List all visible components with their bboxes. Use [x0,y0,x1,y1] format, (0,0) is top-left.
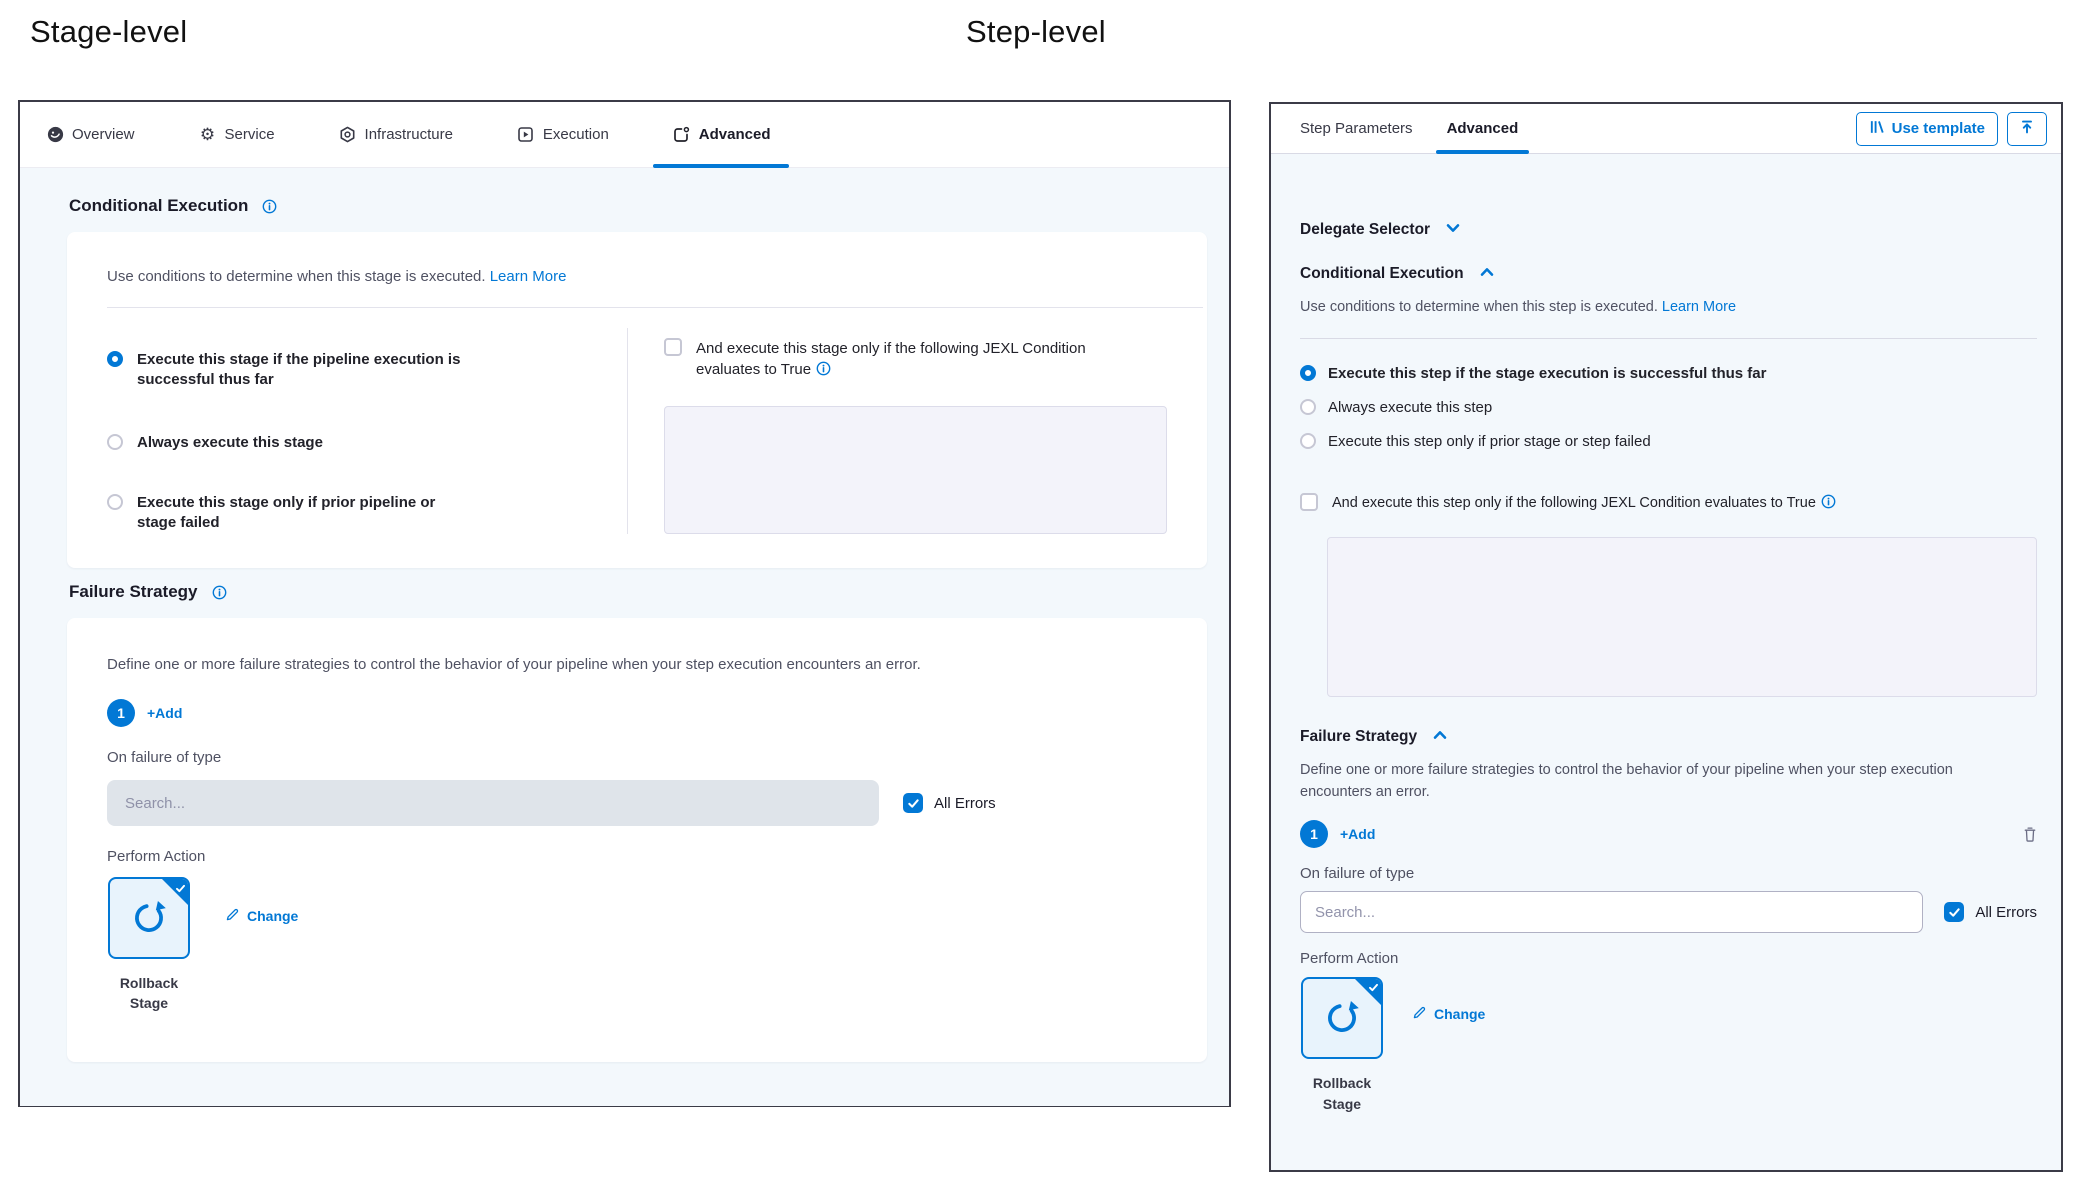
all-errors-checkbox-row[interactable] [903,793,996,813]
learn-more-link[interactable]: Learn More [1661,299,1737,315]
strategy-count-badge[interactable]: 1 [107,699,135,727]
all-errors-label: All Errors [1975,903,2037,921]
jexl-condition-checkbox-row[interactable]: And execute this stage only if the following JEXL Condition evaluates to True [664,338,1179,380]
failure-strategy-section-toggle[interactable]: Failure Strategy [1300,727,2037,747]
apply-template-button[interactable] [2007,112,2047,146]
jexl-condition-input[interactable] [1327,537,2037,697]
chevron-up-icon [1432,727,1448,747]
tab-execution[interactable] [517,102,609,167]
conditional-execution-section-toggle[interactable]: Conditional Execution [1300,264,2037,284]
tab-overview[interactable] [46,102,135,167]
change-action-button[interactable]: Change [1412,1005,1485,1023]
checkbox-unchecked-icon [1300,493,1318,511]
info-icon[interactable] [262,199,277,214]
infrastructure-icon [339,126,357,144]
tab-service[interactable] [199,102,275,167]
conditional-execution-card [67,232,1207,568]
pencil-icon [225,907,240,925]
delegate-selector-section-toggle[interactable]: Delegate Selector [1300,154,2037,240]
conditional-execution-description: Use conditions to determine when this step is executed. Learn More [1300,299,1737,315]
conditional-execution-description: Use conditions to determine when this stage is executed. Learn More [107,268,567,285]
pencil-icon [1412,1005,1427,1023]
tab-advanced-label: Advanced [698,126,771,143]
radio-execute-if-successful[interactable]: Execute this step if the stage execution is successful thus far [1300,364,2037,384]
stage-advanced-content [20,168,1229,1106]
radio-execute-if-failed[interactable]: Execute this step only if prior stage or step failed [1300,432,2037,452]
add-strategy-button[interactable]: +Add [1340,826,1376,843]
checkbox-checked-icon [903,793,923,813]
failure-strategy-title: Failure Strategy [69,582,198,601]
add-strategy-button[interactable]: +Add [147,705,183,721]
all-errors-checkbox-row[interactable] [1944,902,2037,922]
tab-service-label: Service [224,126,275,143]
perform-action-label: Perform Action [107,848,206,865]
radio-unselected-icon [107,494,123,510]
info-icon[interactable] [1821,494,1836,509]
failure-strategy-description: Define one or more failure strategies to control the behavior of your pipeline when your step execution encounters an error. [107,656,921,673]
on-failure-of-type-label: On failure of type [107,749,222,766]
step-advanced-content [1271,154,2061,1170]
radio-execute-if-failed[interactable]: Execute this stage only if prior pipeline or stage failed [107,493,597,534]
upload-arrow-icon [2019,119,2035,139]
tab-step-parameters[interactable]: Step Parameters [1300,120,1413,137]
change-action-button[interactable]: Change [225,907,298,925]
template-library-icon [1869,119,1885,139]
execution-condition-options [67,314,627,534]
info-icon[interactable] [212,585,227,600]
failure-strategy-heading [69,582,1205,602]
stage-level-title: Stage-level [30,14,188,49]
tab-overview-label: Overview [72,126,135,143]
overview-icon [46,126,64,144]
jexl-condition-checkbox-row[interactable]: And execute this step only if the following JEXL Condition evaluates to True [1300,493,2037,513]
use-template-button[interactable]: Use template [1856,112,1998,146]
checkbox-unchecked-icon [664,338,682,356]
radio-always-execute[interactable]: Always execute this stage [107,433,597,453]
rollback-stage-action-card[interactable] [1301,977,1383,1059]
delete-strategy-icon[interactable] [2023,827,2037,842]
step-panel [1269,102,2063,1172]
tab-infrastructure[interactable] [339,102,453,167]
checkbox-checked-icon [1944,902,1964,922]
tab-advanced[interactable] [673,102,771,167]
tab-advanced[interactable]: Advanced [1447,104,1519,153]
radio-execute-if-successful[interactable]: Execute this stage if the pipeline execution is successful thus far [107,350,597,391]
failure-type-search-input[interactable] [1300,891,1923,933]
check-icon [175,881,186,899]
on-failure-of-type-label: On failure of type [1300,865,1415,883]
stage-panel [18,100,1231,1107]
radio-unselected-icon [1300,433,1316,449]
learn-more-link[interactable]: Learn More [489,268,567,285]
failure-strategy-description: Define one or more failure strategies to control the behavior of your pipeline when your step execution encounters an error. [1300,761,1953,800]
failure-strategy-card [67,618,1207,1062]
radio-unselected-icon [1300,399,1316,415]
tab-infrastructure-label: Infrastructure [364,126,453,143]
divider [107,307,1203,308]
execution-icon [517,126,535,144]
advanced-icon [673,126,691,144]
stage-tab-bar [20,102,1229,168]
perform-action-label: Perform Action [1300,950,1399,968]
radio-selected-icon [107,351,123,367]
radio-unselected-icon [107,434,123,450]
tab-execution-label: Execution [542,126,609,143]
failure-type-search-input[interactable] [107,780,879,826]
selected-action-name: Rollback Stage [119,975,179,1012]
conditional-execution-title: Conditional Execution [69,196,249,215]
chevron-down-icon [1445,220,1461,240]
step-tab-bar [1271,104,2061,154]
all-errors-label: All Errors [934,794,996,812]
chevron-up-icon [1479,264,1495,284]
check-icon [1368,981,1379,997]
jexl-condition-input[interactable] [664,406,1167,534]
radio-always-execute[interactable]: Always execute this step [1300,398,2037,418]
step-level-title: Step-level [966,14,1106,49]
divider [1300,338,2037,339]
rollback-stage-action-card[interactable] [108,877,190,959]
info-icon[interactable] [816,361,831,376]
conditional-execution-heading [69,196,1205,216]
selected-action-name: Rollback Stage [1312,1075,1372,1112]
radio-selected-icon [1300,365,1316,381]
strategy-count-badge[interactable]: 1 [1300,820,1328,848]
gear-icon: ⚙ [199,125,216,144]
